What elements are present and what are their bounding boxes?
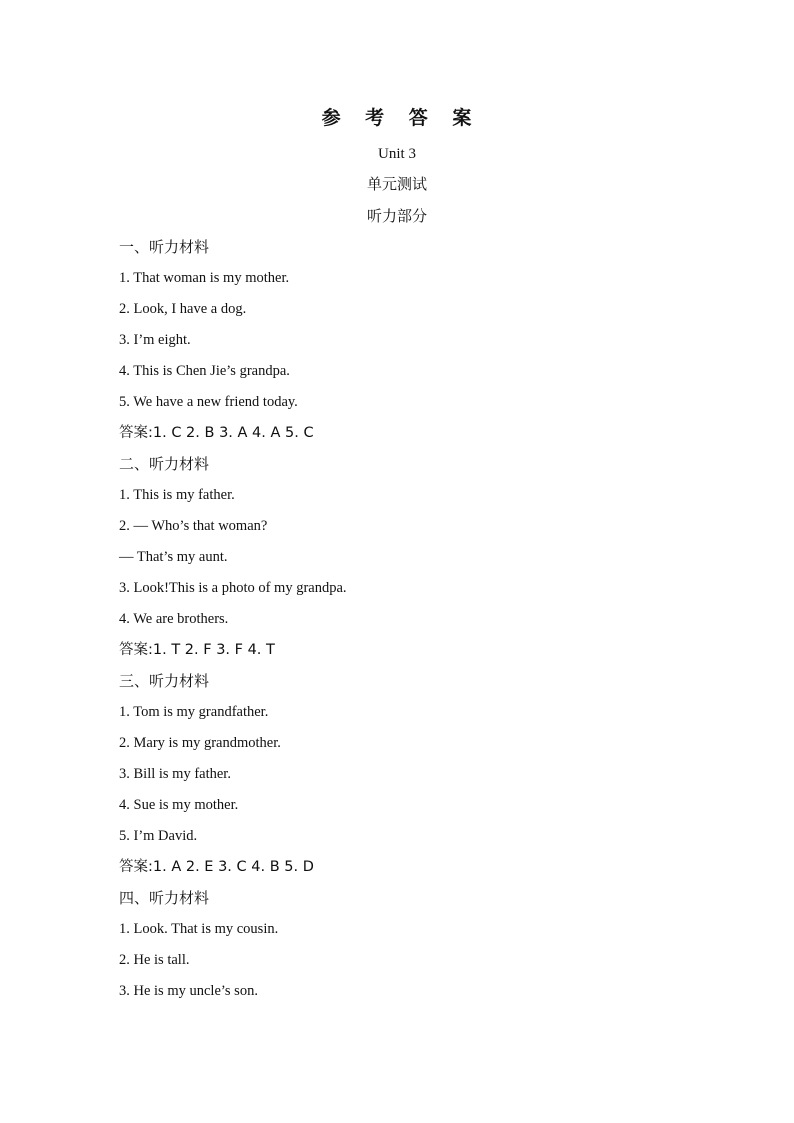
page-title: 参 考 答 案 <box>321 107 481 129</box>
transcript-line: 5. I’m David. <box>119 828 198 844</box>
transcript-line: 2. Look, I have a dog. <box>119 301 247 317</box>
section-label: 听力部分 <box>366 207 427 225</box>
transcript-line: 3. He is my uncle’s son. <box>119 983 258 999</box>
answer-key-line: 答案:1. T 2. F 3. F 4. T <box>119 642 275 658</box>
transcript-line: 5. We have a new friend today. <box>119 394 298 410</box>
answer-key-line: 答案:1. A 2. E 3. C 4. B 5. D <box>119 859 314 875</box>
unit-label: Unit 3 <box>378 146 416 162</box>
transcript-line: 3. I’m eight. <box>119 332 191 348</box>
section-heading: 四、听力材料 <box>119 889 210 907</box>
transcript-line: 3. Bill is my father. <box>119 766 231 782</box>
answer-content <box>119 235 719 1010</box>
section-heading: 二、听力材料 <box>119 455 210 473</box>
transcript-line: 2. He is tall. <box>119 952 190 968</box>
transcript-line: — That’s my aunt. <box>119 549 228 565</box>
transcript-line: 2. Mary is my grandmother. <box>119 735 281 751</box>
section-heading: 一、听力材料 <box>119 238 210 256</box>
transcript-line: 1. This is my father. <box>119 487 235 503</box>
transcript-line: 4. This is Chen Jie’s grandpa. <box>119 363 290 379</box>
transcript-line: 4. We are brothers. <box>119 611 229 627</box>
transcript-line: 1. Look. That is my cousin. <box>119 921 279 937</box>
section-heading: 三、听力材料 <box>119 672 210 690</box>
transcript-line: 1. Tom is my grandfather. <box>119 704 269 720</box>
test-subtitle: 单元测试 <box>366 175 427 193</box>
transcript-line: 3. Look!This is a photo of my grandpa. <box>119 580 347 596</box>
answer-key-line: 答案:1. C 2. B 3. A 4. A 5. C <box>119 425 314 441</box>
transcript-line: 1. That woman is my mother. <box>119 270 290 286</box>
transcript-line: 2. — Who’s that woman? <box>119 518 268 534</box>
transcript-line: 4. Sue is my mother. <box>119 797 239 813</box>
